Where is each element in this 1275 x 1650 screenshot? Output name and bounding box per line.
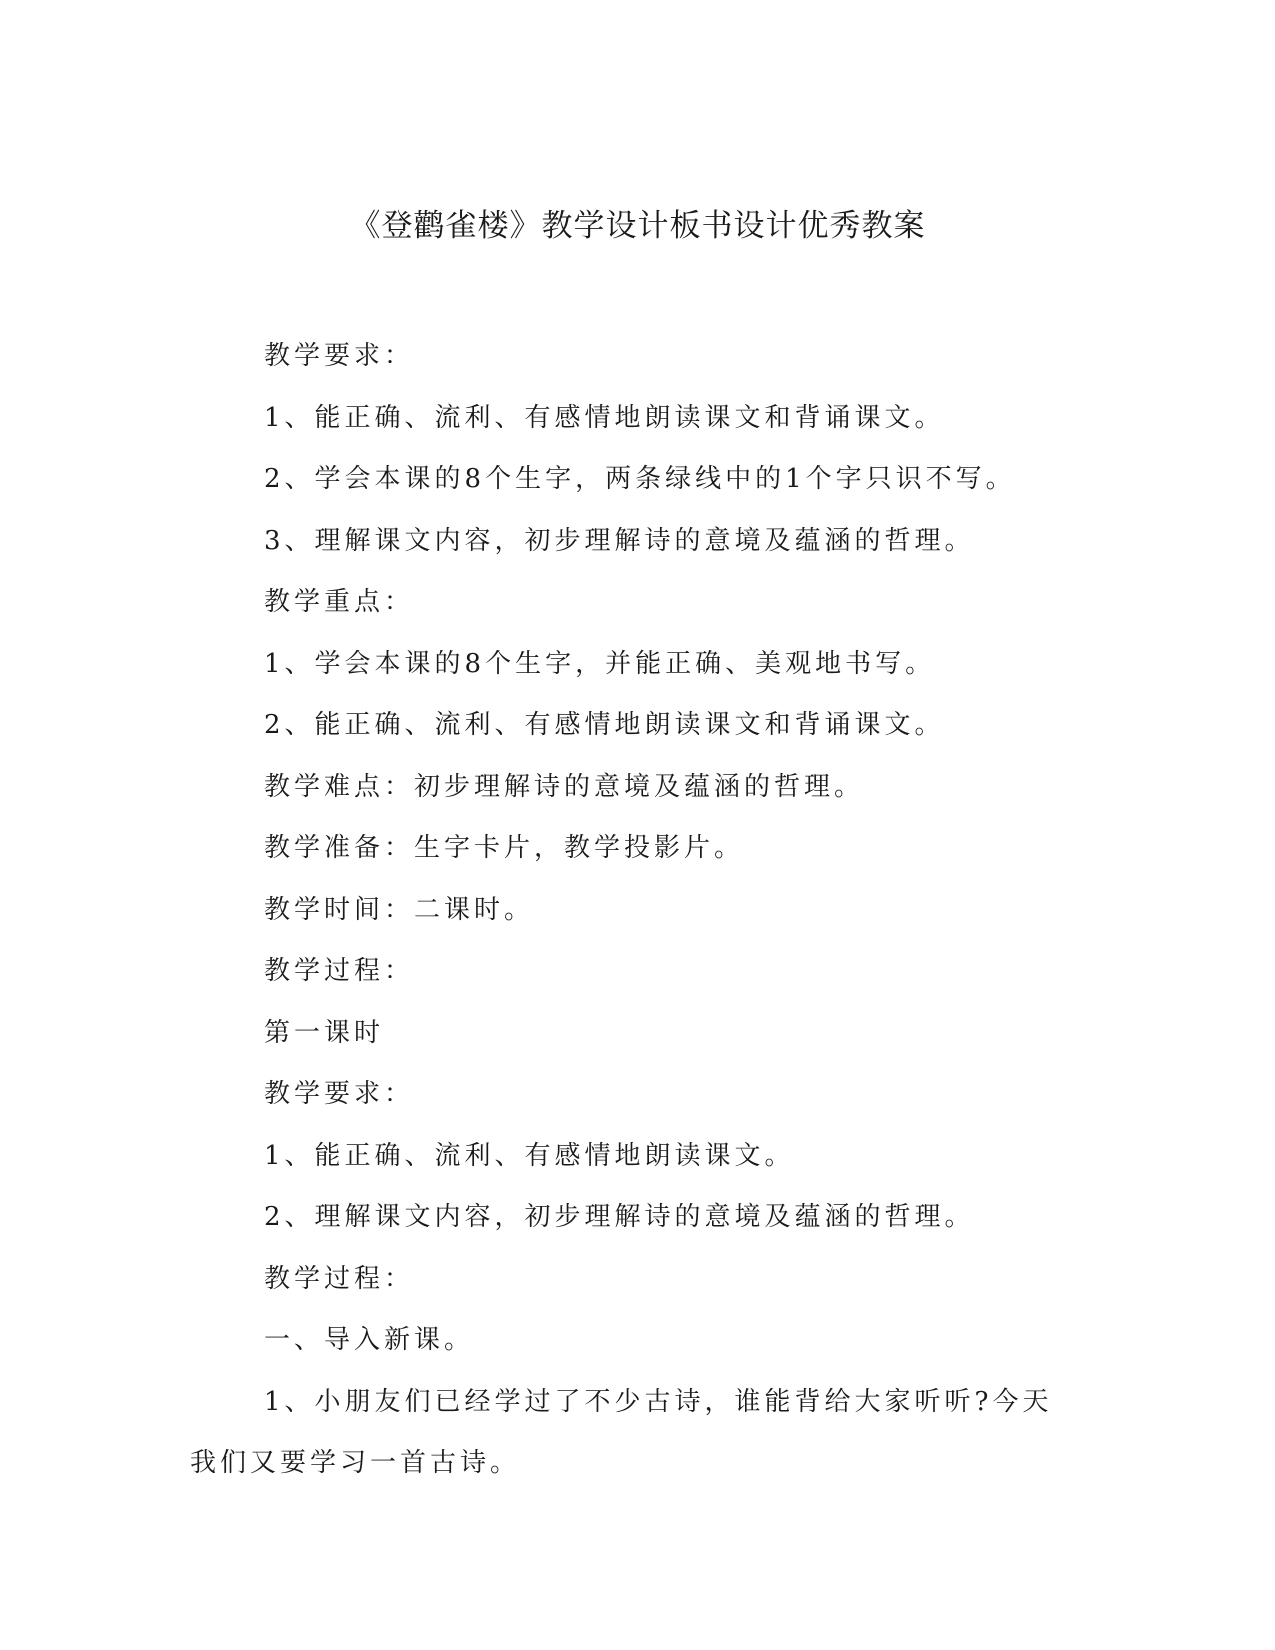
paragraph-process: 教学过程： — [264, 956, 415, 986]
paragraph: 3、理解课文内容，初步理解诗的意境及蕴涵的哲理。 — [264, 525, 975, 556]
paragraph-key-points: 教学重点： — [264, 587, 415, 617]
paragraph: 1、小朋友们已经学过了不少古诗，谁能背给大家听听?今天我们又要学习一首古诗。 — [190, 1386, 1053, 1478]
paragraph-introduction: 一、导入新课。 — [264, 1325, 475, 1355]
paragraph-time: 教学时间：二课时。 — [264, 894, 535, 925]
document-title: 《登鹳雀楼》教学设计板书设计优秀教案 — [349, 208, 926, 244]
paragraph: 2、理解课文内容，初步理解诗的意境及蕴涵的哲理。 — [264, 1202, 975, 1232]
paragraph: 1、能正确、流利、有感情地朗读课文和背诵课文。 — [264, 402, 945, 433]
paragraph: 1、学会本课的8个生字，并能正确、美观地书写。 — [264, 648, 936, 679]
paragraph-preparation: 教学准备：生字卡片，教学投影片。 — [264, 833, 745, 863]
paragraph-first-lesson: 第一课时 — [264, 1017, 385, 1048]
paragraph-process: 教学过程： — [264, 1263, 415, 1294]
paragraph-difficulty: 教学难点：初步理解诗的意境及蕴涵的哲理。 — [264, 771, 865, 802]
paragraph-teaching-requirements: 教学要求： — [264, 341, 415, 371]
paragraph: 1、能正确、流利、有感情地朗读课文。 — [264, 1140, 795, 1171]
document-body — [190, 326, 1080, 1495]
paragraph: 2、学会本课的8个生字，两条绿线中的1个字只识不写。 — [264, 464, 1016, 494]
paragraph-teaching-requirements: 教学要求： — [264, 1079, 415, 1109]
paragraph: 2、能正确、流利、有感情地朗读课文和背诵课文。 — [264, 710, 945, 740]
